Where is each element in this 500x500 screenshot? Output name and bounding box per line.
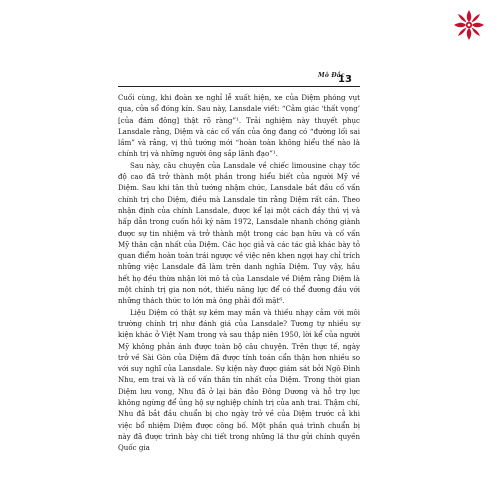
page-number: 13 bbox=[338, 74, 352, 85]
running-head: Mô Đắc bbox=[318, 72, 345, 79]
paragraph-3: Liệu Diệm có thật sự kém may mắn và thiếu nhạy cảm với môi trường chính trị như đánh giá của Lansdale? Tương tự nhiều sự kiện khác ở Việt Nam trong và sau thập niên 1950, lời kể của người Mỹ không phản ánh được toàn bộ câu chuyện. Trên thực tế, ngày trở về Sài Gòn của Diệm đã được tính toán cẩn thận hơn nhiều so với suy nghĩ của Lansdale. Sự kiện này được giám sát bởi Ngô Đình Nhu, em trai và là cố vấn thân tín nhất của Diệm. Trong thời gian Diệm lưu vong, Nhu đã ở lại bán đảo Đông Dương và hỗ trợ lực không ngừng để ủng hộ sự nghiệp chính trị của anh trai. Thậm chí, Nhu đã bắt đầu chuẩn bị cho ngày trở về của Diệm trước cả khi việc bổ nhiệm Diệm được công bố. Một phần quá trình chuẩn bị này đã được trình bày chi tiết trong những lá thư gửi chính quyền Quốc gia bbox=[118, 307, 360, 453]
paragraph-1: Cuối cùng, khi đoàn xe nghỉ lễ xuất hiện, xe của Diệm phóng vụt qua, cửa sổ đóng kín. Sau này, Lansdale viết: “Cảm giác ‘thất vọng’ [của đám đông] thật rõ ràng”¹. Trải nghiệm này thuyết phục Lansdale rằng, Diệm và các cố vấn của ông đang có “đường lối sai lầm” và rằng, vị thủ tướng mới “hoàn toàn không hiểu thế nào là chính trị và những người ông sắp lãnh đạo”¹. bbox=[118, 93, 360, 159]
page-body bbox=[118, 92, 360, 454]
publisher-logo-icon bbox=[452, 8, 486, 42]
header-rule bbox=[118, 86, 360, 87]
paragraph-2: Sau này, câu chuyện của Lansdale về chiếc limousine chạy tốc độ cao đã trở thành một phần trong hiểu biết của người Mỹ về Diệm. Sau khi tân thủ tướng nhậm chức, Lansdale bắt đầu cố vấn chính trị cho Diệm, điều mà Lansdale tin rằng Diệm rất cần. Theo nhận định của chính Lansdale, được kể lại một cách đầy thú vị và hấp dẫn trong cuốn hồi ký năm 1972, Lansdale nhanh chóng giành được sự tin nhiệm và trở thành một trong các bạn hữu và cố vấn Mỹ thân cận nhất của Diệm. Các học giả và các tác giả khác bày tỏ quan điểm hoàn toàn trái ngược về việc nên khen ngợi hay chỉ trích những việc Lansdale đã làm trên danh nghĩa Diệm. Tuy vậy, hầu hết họ đều thừa nhận lời mô tả của Lansdale về Diệm rằng Diệm là một chính trị gia non nớt, thiếu năng lực để có thể đương đầu với những thách thức to lớn mà ông phải đối mặt⁶. bbox=[118, 160, 360, 306]
